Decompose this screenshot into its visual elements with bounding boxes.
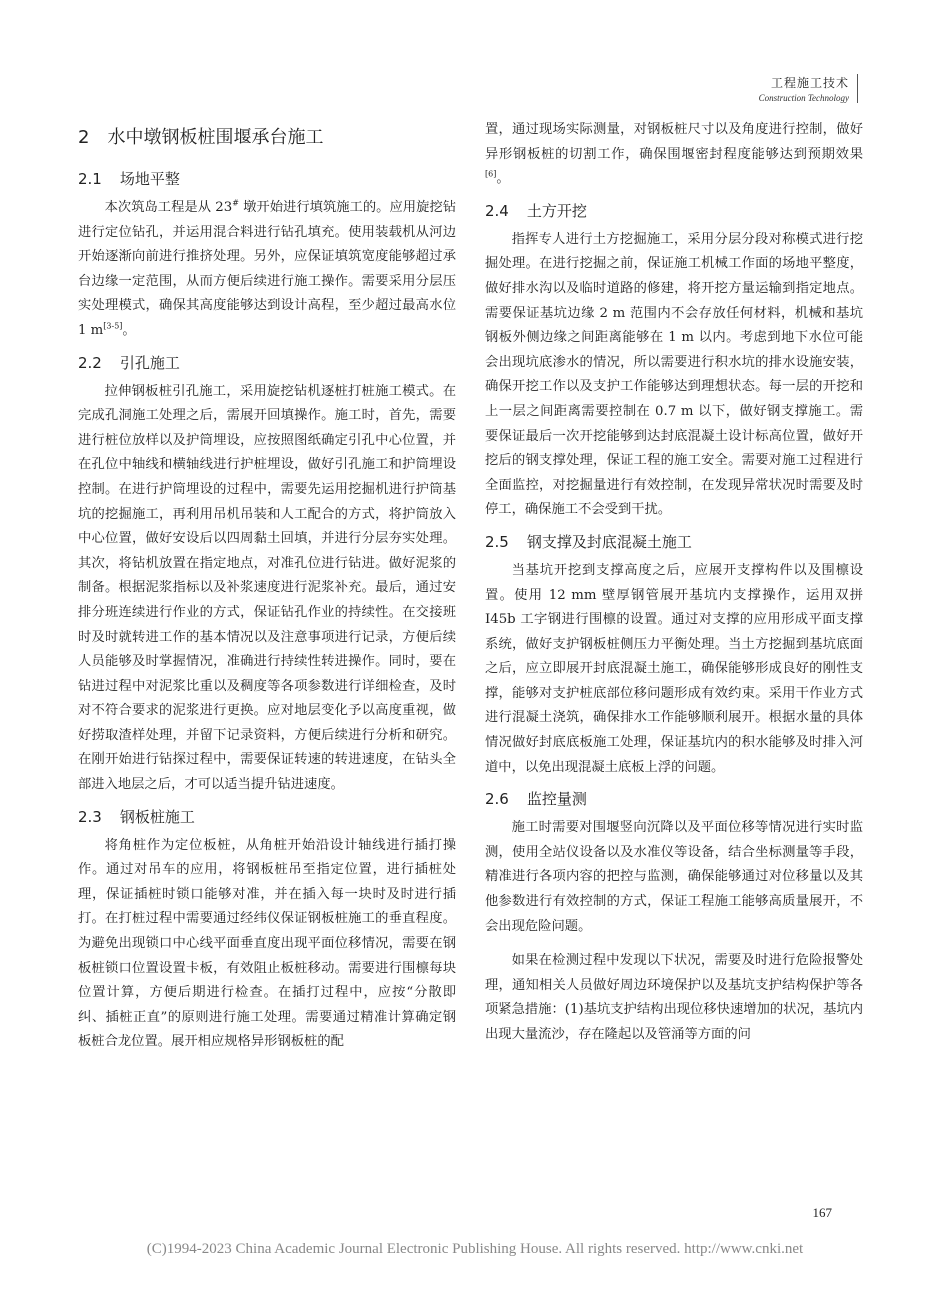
section-number: 2: [78, 127, 90, 148]
section-title: 水中墩钢板桩围堰承台施工: [107, 127, 324, 148]
subsection-number: 2.4: [485, 201, 509, 220]
right-column: [485, 118, 863, 1048]
subsection-number: 2.3: [78, 807, 102, 826]
paragraph: [78, 196, 456, 344]
journal-title-cn: 工程施工技术: [770, 76, 849, 90]
subsection-number: 2.5: [485, 532, 509, 551]
subsection-title: 钢支撑及封底混凝土施工: [526, 532, 692, 551]
paragraph: 如果在检测过程中发现以下状况，需要及时进行危险报警处理，通知相关人员做好周边环境保护以及基坑支护结构保护等各项紧急措施：(1)基坑支护结构出现位移快速增加的状况，基坑内出现大量流沙，存在隆起以及管涌等方面的问: [485, 953, 863, 1042]
journal-title-en: Construction Technology: [758, 93, 849, 103]
citation: [6]: [485, 169, 497, 179]
text: 。: [122, 322, 136, 338]
journal-header: [759, 74, 858, 103]
paragraph: 指挥专人进行土方挖掘施工，采用分层分段对称模式进行挖掘处理。在进行挖掘之前，保证施工机械工作面的场地平整度，做好排水沟以及临时道路的修建，将开挖方量运输到指定地点。需要保证基坑边缘 2 m 范围内不会存放任何材料，机械和基坑钢板外侧边缘之间距离能够在 1 m 以内。考虑到地下水位可能会出现坑底渗水的情况，所以需要进行积水坑的排水设施安装，确保开挖工作以及支护工作能够达到理想状态。每一层的开挖和上一层之间距离需要控制在 0.7 m 以下，做好钢支撑施工。需要保证最后一次开挖能够到达封底混凝土设计标高位置，做好开挖后的钢支撑处理，保证工程的施工安全。需要对施工过程进行全面监控，对挖掘量进行有效控制，在发现异常状况时需要及时停工，确保施工不会受到干扰。: [485, 231, 863, 518]
subsection-number: 2.2: [78, 353, 102, 372]
paragraph: 施工时需要对围堰竖向沉降以及平面位移等情况进行实时监测，使用全站仪设备以及水准仪等设备，结合坐标测量等手段，精准进行各项内容的把控与监测，确保能够通过对位移量以及其他参数进行有效控制的方式，保证工程施工能够高质量展开，不会出现危险问题。: [485, 820, 863, 934]
subsection-title: 监控量测: [526, 790, 587, 809]
subsection-title: 土方开挖: [526, 201, 587, 220]
subsection-title: 引孔施工: [119, 353, 180, 372]
subsection-title: 场地平整: [119, 170, 180, 188]
paragraph: 将角桩作为定位板桩，从角桩开始沿设计轴线进行插打操作。通过对吊车的应用，将钢板桩吊至指定位置，进行插桩处理，保证插桩时锁口能够对准，并在插入每一块时及时进行插打。在打桩过程中需要通过经纬仪保证钢板桩施工的垂直程度。为避免出现锁口中心线平面垂直度出现平面位移情况，需要在钢板桩锁口位置设置卡板，有效阻止板桩移动。需要进行围檩每块位置计算，方便后期进行检查。在插打过程中，应按“分散即纠、插桩正直”的原则进行施工处理。需要通过精准计算确定钢板桩合龙位置。展开相应规格异形钢板桩的配: [78, 837, 456, 1050]
section-2-heading: [78, 124, 456, 152]
subsection-2-3-heading: [78, 804, 456, 830]
paragraph: 当基坑开挖到支撑高度之后，应展开支撑构件以及围檩设置。使用 12 mm 壁厚钢管展开基坑内支撑操作，运用双拼 I45b 工字钢进行围檩的设置。通过对支撑的应用形成平面支撑系统，做好支护钢板桩侧压力平衡处理。当土方挖掘到基坑底面之后，应立即展开封底混凝土施工，确保能够形成良好的刚性支撑，能够对支护桩底部位移问题形成有效约束。采用干作业方式进行混凝土浇筑，确保排水工作能够顺利展开。根据水量的具体情况做好封底底板施工处理，保证基坑内的积水能够及时排入河道中，以免出现混凝土底板上浮的问题。: [485, 562, 863, 775]
subsection-title: 钢板桩施工: [119, 807, 195, 826]
text: 置，通过现场实际测量，对钢板桩尺寸以及角度进行控制，做好异形钢板桩的切割工作，确保围堰密封程度能够达到预期效果: [485, 122, 863, 162]
subsection-2-5-heading: [485, 529, 863, 555]
citation: [3-5]: [103, 321, 123, 331]
subsection-2-1-heading: [78, 166, 456, 192]
text: 。: [496, 171, 510, 187]
subsection-number: 2.1: [78, 170, 102, 188]
page-number: 167: [812, 1205, 832, 1220]
subsection-number: 2.6: [485, 790, 509, 809]
text: 本次筑岛工程是从 23: [104, 200, 233, 215]
left-column: [78, 118, 456, 1055]
copyright-footer: (C)1994-2023 China Academic Journal Electronic Publishing House. All rights reserved. http://www.cnki.net: [146, 1241, 804, 1257]
superscript: #: [232, 198, 239, 208]
text: 墩开始进行填筑施工的。应用旋挖钻进行定位钻孔，并运用混合料进行钻孔填充。使用装载机从河边开始逐渐向前进行推挤处理。另外，应保证填筑宽度能够超过承台边缘一定范围，从而方便后续进行施工操作。需要采用分层压实处理模式，确保其高度能够达到设计高程，至少超过最高水位 1 m: [78, 200, 456, 338]
subsection-2-4-heading: [485, 198, 863, 224]
paragraph: 拉伸钢板桩引孔施工，采用旋挖钻机逐桩打桩施工模式。在完成孔洞施工处理之后，需展开回填操作。施工时，首先，需要进行桩位放样以及护筒埋设，应按照图纸确定引孔中心位置，并在孔位中轴线和横轴线进行护桩埋设，做好引孔施工和护筒埋设控制。在进行护筒埋设的过程中，需要先运用挖掘机进行护筒基坑的挖掘施工，再利用吊机吊装和人工配合的方式，将护筒放入中心位置，做好安设后以四周黏土回填，并进行分层夯实处理。其次，将钻机放置在指定地点，对准孔位进行钻进。做好泥浆的制备。根据泥浆指标以及补浆速度进行泥浆补充。最后，通过安排分班连续进行作业的方式，保证钻孔作业的持续性。在交接班时及时就转进工作的基本情况以及注意事项进行记录，方便后续人员能够及时掌握情况，准确进行持续性转进操作。同时，要在钻进过程中对泥浆比重以及稠度等各项参数进行详细检查，及时对不符合要求的泥浆进行更换。应对地层变化予以高度重视，做好捞取渣样处理，并留下记录资料，方便后续进行分析和研究。在刚开始进行钻探过程中，需要保证转速的转进速度，在钻头全部进入地层之后，才可以适当提升钻进速度。: [78, 383, 456, 793]
paragraph-continued: [485, 118, 863, 192]
subsection-2-2-heading: [78, 350, 456, 376]
subsection-2-6-heading: [485, 786, 863, 812]
